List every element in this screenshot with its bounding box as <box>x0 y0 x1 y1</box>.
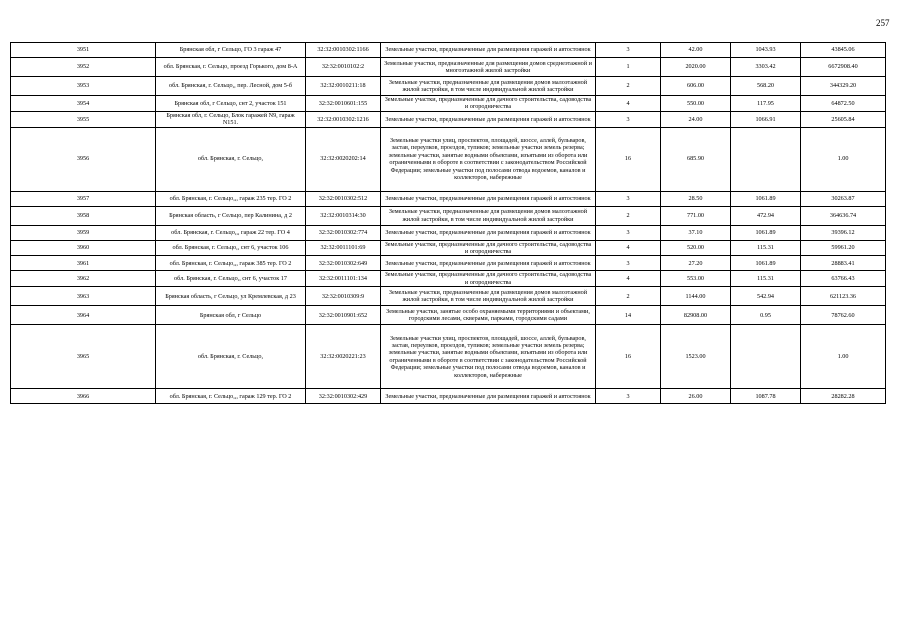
address-cell: обл. Брянская, г. Сельцо,,, гараж 385 тер. ГО 2 <box>156 256 306 271</box>
cadastral-number-cell: 32:32:0011101:134 <box>306 271 381 287</box>
table-row <box>11 225 886 240</box>
land-use-cell: Земельные участки, предназначенные для размещения домов среднеэтажной и многоэтажной жилой застройки <box>381 58 596 77</box>
specific-value-cell: 115.31 <box>731 271 801 287</box>
row-number: 3953 <box>11 77 156 96</box>
cadastral-value-cell: 28282.28 <box>801 389 886 404</box>
table-row <box>11 111 886 127</box>
cadastral-value-cell: 1.00 <box>801 127 886 191</box>
group-cell: 3 <box>596 191 661 206</box>
specific-value-cell: 0.95 <box>731 306 801 325</box>
address-cell: Брянская область, г Сельцо, ул Кремлевская, д 23 <box>156 287 306 306</box>
land-use-cell: Земельные участки, занятые особо охраняемыми территориями и объектами, городскими лесами, скверами, парками, городскими садами <box>381 306 596 325</box>
land-use-cell: Земельные участки, предназначенные для дачного строительства, садоводства и огородничества <box>381 271 596 287</box>
table-row <box>11 389 886 404</box>
specific-value-cell: 1061.89 <box>731 225 801 240</box>
address-cell: обл. Брянская, г. Сельцо, проезд Горького, дом 8-А <box>156 58 306 77</box>
cadastral-value-cell: 1.00 <box>801 325 886 389</box>
land-use-cell: Земельные участки, предназначенные для размещения домов малоэтажной жилой застройки, в том числе индивидуальной жилой застройки <box>381 287 596 306</box>
table-body <box>11 43 886 404</box>
cadastral-number-cell: 32:32:0010901:652 <box>306 306 381 325</box>
group-cell: 4 <box>596 240 661 256</box>
specific-value-cell: 3303.42 <box>731 58 801 77</box>
cadastral-number-cell: 32:32:0020202:14 <box>306 127 381 191</box>
row-number: 3951 <box>11 43 156 58</box>
table-row <box>11 43 886 58</box>
land-use-cell: Земельные участки, предназначенные для дачного строительства, садоводства и огородничества <box>381 240 596 256</box>
cadastral-number-cell: 32:32:0010102:2 <box>306 58 381 77</box>
address-cell: Брянская обл, г Сельцо, ГО 3 гараж 47 <box>156 43 306 58</box>
row-number: 3958 <box>11 206 156 225</box>
specific-value-cell: 1061.89 <box>731 191 801 206</box>
address-cell: Брянская обл, г Сельцо, снт 2, участок 151 <box>156 96 306 112</box>
cadastral-value-table <box>10 42 886 404</box>
land-use-cell: Земельные участки, предназначенные для размещения гаражей и автостоянок <box>381 225 596 240</box>
specific-value-cell: 1043.93 <box>731 43 801 58</box>
cadastral-value-cell: 344329.20 <box>801 77 886 96</box>
area-cell: 1523.00 <box>661 325 731 389</box>
area-cell: 771.00 <box>661 206 731 225</box>
specific-value-cell: 472.94 <box>731 206 801 225</box>
cadastral-number-cell: 32:32:0010302:512 <box>306 191 381 206</box>
area-cell: 42.00 <box>661 43 731 58</box>
cadastral-value-cell: 43845.06 <box>801 43 886 58</box>
land-use-cell: Земельные участки улиц, проспектов, площадей, шоссе, аллей, бульваров, застав, переулков, проездов, тупиков; земельные участки земель резерва; земельные участки, занятые водными объектами, изъятыми из оборота или ограниченными в обороте в соответствии с законодательством Российской Федерации; земельные участки под полосами отвода водоемов, каналов и коллекторов, набережные <box>381 127 596 191</box>
row-number: 3952 <box>11 58 156 77</box>
row-number: 3954 <box>11 96 156 112</box>
group-cell: 1 <box>596 58 661 77</box>
area-cell: 1144.00 <box>661 287 731 306</box>
address-cell: обл. Брянская, г. Сельцо,, снт 6, участок 17 <box>156 271 306 287</box>
area-cell: 24.00 <box>661 111 731 127</box>
address-cell: обл. Брянская, г. Сельцо,,, гараж 129 тер. ГО 2 <box>156 389 306 404</box>
row-number: 3963 <box>11 287 156 306</box>
row-number: 3962 <box>11 271 156 287</box>
cadastral-value-cell: 64872.50 <box>801 96 886 112</box>
cadastral-value-cell: 364636.74 <box>801 206 886 225</box>
row-number: 3965 <box>11 325 156 389</box>
area-cell: 82908.00 <box>661 306 731 325</box>
row-number: 3957 <box>11 191 156 206</box>
cadastral-value-cell: 28883.41 <box>801 256 886 271</box>
land-use-cell: Земельные участки, предназначенные для размещения домов малоэтажной жилой застройки, в том числе индивидуальной жилой застройки <box>381 206 596 225</box>
table-row <box>11 127 886 191</box>
row-number: 3960 <box>11 240 156 256</box>
cadastral-number-cell: 32:32:0010601:155 <box>306 96 381 112</box>
area-cell: 520.00 <box>661 240 731 256</box>
area-cell: 606.00 <box>661 77 731 96</box>
land-use-cell: Земельные участки улиц, проспектов, площадей, шоссе, аллей, бульваров, застав, переулков, проездов, тупиков; земельные участки земель резерва; земельные участки, занятые водными объектами, изъятыми из оборота или ограниченными в обороте в соответствии с законодательством Российской Федерации; земельные участки под полосами отвода водоемов, каналов и коллекторов, набережные <box>381 325 596 389</box>
address-cell: обл. Брянская, г. Сельцо,, снт 6, участок 106 <box>156 240 306 256</box>
table-row <box>11 206 886 225</box>
cadastral-value-cell: 59961.20 <box>801 240 886 256</box>
group-cell: 3 <box>596 256 661 271</box>
cadastral-number-cell: 32:32:0011101:69 <box>306 240 381 256</box>
page-number: 257 <box>876 18 890 28</box>
address-cell: обл. Брянская, г. Сельцо,,, гараж 22 тер. ГО 4 <box>156 225 306 240</box>
specific-value-cell: 1066.91 <box>731 111 801 127</box>
specific-value-cell <box>731 325 801 389</box>
specific-value-cell: 117.95 <box>731 96 801 112</box>
table-row <box>11 77 886 96</box>
table-row <box>11 325 886 389</box>
land-use-cell: Земельные участки, предназначенные для размещения гаражей и автостоянок <box>381 256 596 271</box>
cadastral-number-cell: 32:32:0010302:774 <box>306 225 381 240</box>
specific-value-cell: 568.20 <box>731 77 801 96</box>
cadastral-value-cell: 63766.43 <box>801 271 886 287</box>
group-cell: 2 <box>596 287 661 306</box>
area-cell: 685.90 <box>661 127 731 191</box>
address-cell: обл. Брянская, г. Сельцо,, пер. Лесной, дом 5-б <box>156 77 306 96</box>
table-row <box>11 287 886 306</box>
land-use-cell: Земельные участки, предназначенные для размещения гаражей и автостоянок <box>381 111 596 127</box>
group-cell: 3 <box>596 43 661 58</box>
table-row <box>11 306 886 325</box>
cadastral-number-cell: 32:32:0010302:429 <box>306 389 381 404</box>
land-use-cell: Земельные участки, предназначенные для дачного строительства, садоводства и огородничества <box>381 96 596 112</box>
specific-value-cell <box>731 127 801 191</box>
cadastral-number-cell: 32:32:0010302:1216 <box>306 111 381 127</box>
group-cell: 16 <box>596 325 661 389</box>
area-cell: 550.00 <box>661 96 731 112</box>
specific-value-cell: 115.31 <box>731 240 801 256</box>
group-cell: 2 <box>596 77 661 96</box>
row-number: 3956 <box>11 127 156 191</box>
table-row <box>11 191 886 206</box>
specific-value-cell: 542.94 <box>731 287 801 306</box>
area-cell: 28.50 <box>661 191 731 206</box>
table-row <box>11 240 886 256</box>
row-number: 3961 <box>11 256 156 271</box>
group-cell: 3 <box>596 111 661 127</box>
area-cell: 26.00 <box>661 389 731 404</box>
row-number: 3966 <box>11 389 156 404</box>
row-number: 3955 <box>11 111 156 127</box>
area-cell: 37.10 <box>661 225 731 240</box>
group-cell: 2 <box>596 206 661 225</box>
cadastral-value-cell: 39396.12 <box>801 225 886 240</box>
cadastral-value-cell: 78762.60 <box>801 306 886 325</box>
table-row <box>11 96 886 112</box>
cadastral-value-cell: 621123.36 <box>801 287 886 306</box>
group-cell: 4 <box>596 271 661 287</box>
specific-value-cell: 1087.78 <box>731 389 801 404</box>
cadastral-number-cell: 32:32:0020221:23 <box>306 325 381 389</box>
land-use-cell: Земельные участки, предназначенные для размещения гаражей и автостоянок <box>381 191 596 206</box>
group-cell: 14 <box>596 306 661 325</box>
land-use-cell: Земельные участки, предназначенные для размещения гаражей и автостоянок <box>381 43 596 58</box>
group-cell: 4 <box>596 96 661 112</box>
address-cell: обл. Брянская, г. Сельцо,,, гараж 235 тер. ГО 2 <box>156 191 306 206</box>
cadastral-value-cell: 6672908.40 <box>801 58 886 77</box>
address-cell: Брянская обл, г. Сельцо, Блок гаражей N9, гараж N151. <box>156 111 306 127</box>
table-row <box>11 256 886 271</box>
row-number: 3964 <box>11 306 156 325</box>
address-cell: Брянская область, г Сельцо, пер Калинина, д 2 <box>156 206 306 225</box>
land-use-cell: Земельные участки, предназначенные для размещения гаражей и автостоянок <box>381 389 596 404</box>
cadastral-value-cell: 25605.84 <box>801 111 886 127</box>
cadastral-number-cell: 32:32:0010302:649 <box>306 256 381 271</box>
address-cell: Брянская обл, г Сельцо <box>156 306 306 325</box>
area-cell: 27.20 <box>661 256 731 271</box>
address-cell: обл. Брянская, г. Сельцо, <box>156 127 306 191</box>
group-cell: 16 <box>596 127 661 191</box>
cadastral-number-cell: 32:32:0010314:30 <box>306 206 381 225</box>
land-use-cell: Земельные участки, предназначенные для размещения домов малоэтажной жилой застройки, в том числе индивидуальной жилой застройки <box>381 77 596 96</box>
group-cell: 3 <box>596 389 661 404</box>
area-cell: 2020.00 <box>661 58 731 77</box>
specific-value-cell: 1061.89 <box>731 256 801 271</box>
table-row <box>11 58 886 77</box>
cadastral-number-cell: 32:32:0010309:9 <box>306 287 381 306</box>
table-row <box>11 271 886 287</box>
cadastral-value-cell: 30263.87 <box>801 191 886 206</box>
row-number: 3959 <box>11 225 156 240</box>
cadastral-number-cell: 32:32:0010211:18 <box>306 77 381 96</box>
group-cell: 3 <box>596 225 661 240</box>
cadastral-number-cell: 32:32:0010302:1166 <box>306 43 381 58</box>
area-cell: 553.00 <box>661 271 731 287</box>
address-cell: обл. Брянская, г. Сельцо, <box>156 325 306 389</box>
